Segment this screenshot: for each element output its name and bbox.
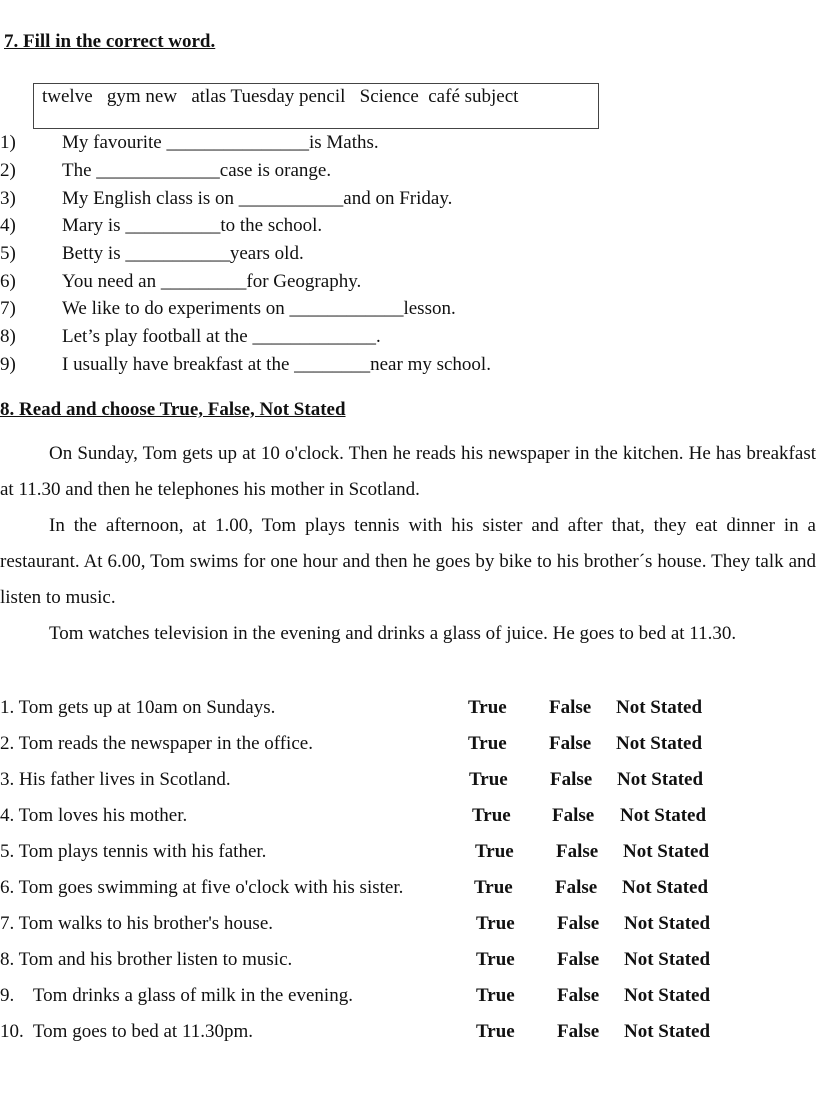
option-true[interactable]: True <box>476 949 515 970</box>
item-sentence: I usually have breakfast at the ________near my school. <box>62 354 491 375</box>
item-number: 2) <box>0 160 16 181</box>
item-sentence: Betty is ___________years old. <box>62 243 304 264</box>
option-not-stated[interactable]: Not Stated <box>617 769 704 790</box>
item-sentence: The _____________case is orange. <box>62 160 332 181</box>
option-false[interactable]: False <box>552 805 595 826</box>
option-true[interactable]: True <box>476 985 515 1006</box>
statement-text: 9. Tom drinks a glass of milk in the evening. <box>0 985 353 1006</box>
option-true[interactable]: True <box>475 841 514 862</box>
item-sentence: My favourite _______________is Maths. <box>62 132 379 153</box>
option-not-stated[interactable]: Not Stated <box>624 913 711 934</box>
item-number: 6) <box>0 271 16 292</box>
option-not-stated[interactable]: Not Stated <box>616 733 703 754</box>
option-false[interactable]: False <box>557 985 600 1006</box>
word-bank: twelve gym new atlas Tuesday pencil Science café subject <box>42 86 519 107</box>
reading-paragraph <box>0 616 816 652</box>
paragraph-text: On Sunday, Tom gets up at 10 o'clock. Then he reads his newspaper in the kitchen. He has breakfast at 11.30 and then he telephones his mother in Scotland. <box>0 443 816 500</box>
item-sentence: You need an _________for Geography. <box>62 271 362 292</box>
statement-text: 7. Tom walks to his brother's house. <box>0 913 274 934</box>
option-false[interactable]: False <box>549 733 592 754</box>
option-not-stated[interactable]: Not Stated <box>624 949 711 970</box>
statement-text: 2. Tom reads the newspaper in the office. <box>0 733 313 754</box>
option-true[interactable]: True <box>474 877 513 898</box>
section-8-title: 8. Read and choose True, False, Not Stated <box>0 399 346 420</box>
reading-paragraph <box>0 436 816 508</box>
option-false[interactable]: False <box>550 769 593 790</box>
item-number: 7) <box>0 298 16 319</box>
item-sentence: Mary is __________to the school. <box>62 215 323 236</box>
option-true[interactable]: True <box>476 913 515 934</box>
item-number: 5) <box>0 243 16 264</box>
statement-text: 4. Tom loves his mother. <box>0 805 188 826</box>
item-number: 9) <box>0 354 16 375</box>
option-true[interactable]: True <box>468 733 507 754</box>
option-false[interactable]: False <box>549 697 592 718</box>
option-false[interactable]: False <box>556 841 599 862</box>
item-number: 4) <box>0 215 16 236</box>
item-number: 1) <box>0 132 16 153</box>
option-not-stated[interactable]: Not Stated <box>622 877 709 898</box>
statement-text: 6. Tom goes swimming at five o'clock with his sister. <box>0 877 404 898</box>
item-number: 8) <box>0 326 16 347</box>
option-not-stated[interactable]: Not Stated <box>616 697 703 718</box>
section-7-title: 7. Fill in the correct word. <box>4 31 216 52</box>
option-false[interactable]: False <box>557 949 600 970</box>
item-sentence: We like to do experiments on ____________lesson. <box>62 298 456 319</box>
item-sentence: Let’s play football at the _____________. <box>62 326 381 347</box>
statement-text: 5. Tom plays tennis with his father. <box>0 841 267 862</box>
item-sentence: My English class is on ___________and on Friday. <box>62 188 453 209</box>
option-true[interactable]: True <box>476 1021 515 1042</box>
option-true[interactable]: True <box>472 805 511 826</box>
paragraph-text: In the afternoon, at 1.00, Tom plays tennis with his sister and after that, they eat dinner in a restaurant. At 6.00, Tom swims for one hour and then he goes by bike to his brother´s house. They talk and listen to music. <box>0 515 816 608</box>
option-true[interactable]: True <box>468 697 507 718</box>
option-false[interactable]: False <box>557 1021 600 1042</box>
reading-paragraph <box>0 508 816 616</box>
word-bank-box <box>33 83 599 129</box>
statement-text: 1. Tom gets up at 10am on Sundays. <box>0 697 276 718</box>
item-number: 3) <box>0 188 16 209</box>
statement-text: 10. Tom goes to bed at 11.30pm. <box>0 1021 254 1042</box>
option-false[interactable]: False <box>557 913 600 934</box>
option-not-stated[interactable]: Not Stated <box>624 1021 711 1042</box>
option-not-stated[interactable]: Not Stated <box>623 841 710 862</box>
option-not-stated[interactable]: Not Stated <box>624 985 711 1006</box>
option-not-stated[interactable]: Not Stated <box>620 805 707 826</box>
paragraph-text: Tom watches television in the evening and drinks a glass of juice. He goes to bed at 11.30. <box>49 623 737 644</box>
option-true[interactable]: True <box>469 769 508 790</box>
statement-text: 8. Tom and his brother listen to music. <box>0 949 293 970</box>
option-false[interactable]: False <box>555 877 598 898</box>
statement-text: 3. His father lives in Scotland. <box>0 769 231 790</box>
